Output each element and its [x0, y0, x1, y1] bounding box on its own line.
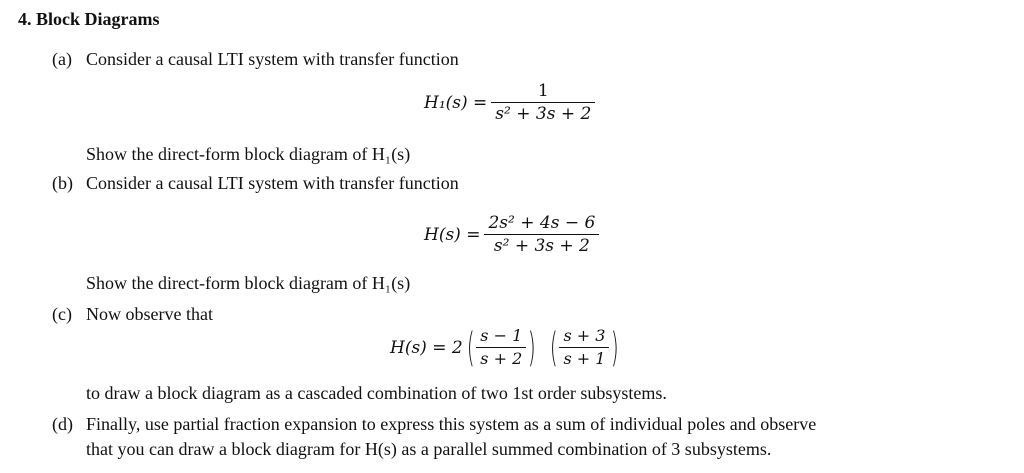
part-c-intro: Now observe that	[86, 304, 213, 324]
part-b-intro: Consider a causal LTI system with transfer function	[86, 173, 459, 193]
part-d-line-2: that you can draw a block diagram for H(s) as a parallel summed combination of 3 subsystems.	[86, 439, 772, 459]
part-a-numerator: 1	[537, 81, 549, 101]
part-c-lhs: H(s) = 2	[390, 337, 463, 358]
part-c-factor-2	[559, 325, 609, 370]
part-c-factor-2-numerator: s + 3	[563, 326, 606, 345]
part-d-line-1: Finally, use partial fraction expansion to express this system as a sum of individual poles and observe	[86, 414, 817, 434]
left-paren-1: (	[466, 324, 475, 371]
part-c-equation	[390, 325, 623, 370]
part-b-fraction	[484, 212, 599, 257]
part-d-label: (d)	[52, 414, 73, 434]
part-b-instruction: Show the direct-form block diagram of H₁(s)	[86, 273, 411, 293]
part-a-label: (a)	[52, 49, 72, 69]
part-c-label: (c)	[52, 304, 72, 324]
right-paren-1: )	[528, 324, 536, 371]
part-a-lhs: H₁(s) =	[424, 92, 488, 113]
part-c-instruction: to draw a block diagram as a cascaded combination of two 1st order subsystems.	[86, 383, 667, 403]
part-b-label: (b)	[52, 173, 73, 193]
part-a-intro: Consider a causal LTI system with transfer function	[86, 49, 459, 69]
part-b-numerator: 2s² + 4s − 6	[488, 213, 596, 233]
part-a-fraction	[491, 80, 595, 125]
part-a-instruction: Show the direct-form block diagram of H₁(s)	[86, 144, 411, 164]
part-a-equation	[424, 80, 599, 125]
part-b-equation	[424, 212, 603, 257]
part-c-factor-1	[476, 325, 526, 370]
problem-heading: 4. Block Diagrams	[18, 9, 160, 29]
part-b-lhs: H(s) =	[424, 224, 481, 245]
part-c-factor-1-numerator: s − 1	[480, 326, 523, 345]
part-a-denominator: s² + 3s + 2	[495, 104, 592, 124]
part-c-factor-2-denominator: s + 1	[563, 349, 606, 368]
part-b-denominator: s² + 3s + 2	[493, 236, 590, 256]
right-paren-2: )	[611, 324, 620, 371]
part-c-factor-1-denominator: s + 2	[480, 349, 523, 368]
left-paren-2: (	[549, 324, 558, 371]
